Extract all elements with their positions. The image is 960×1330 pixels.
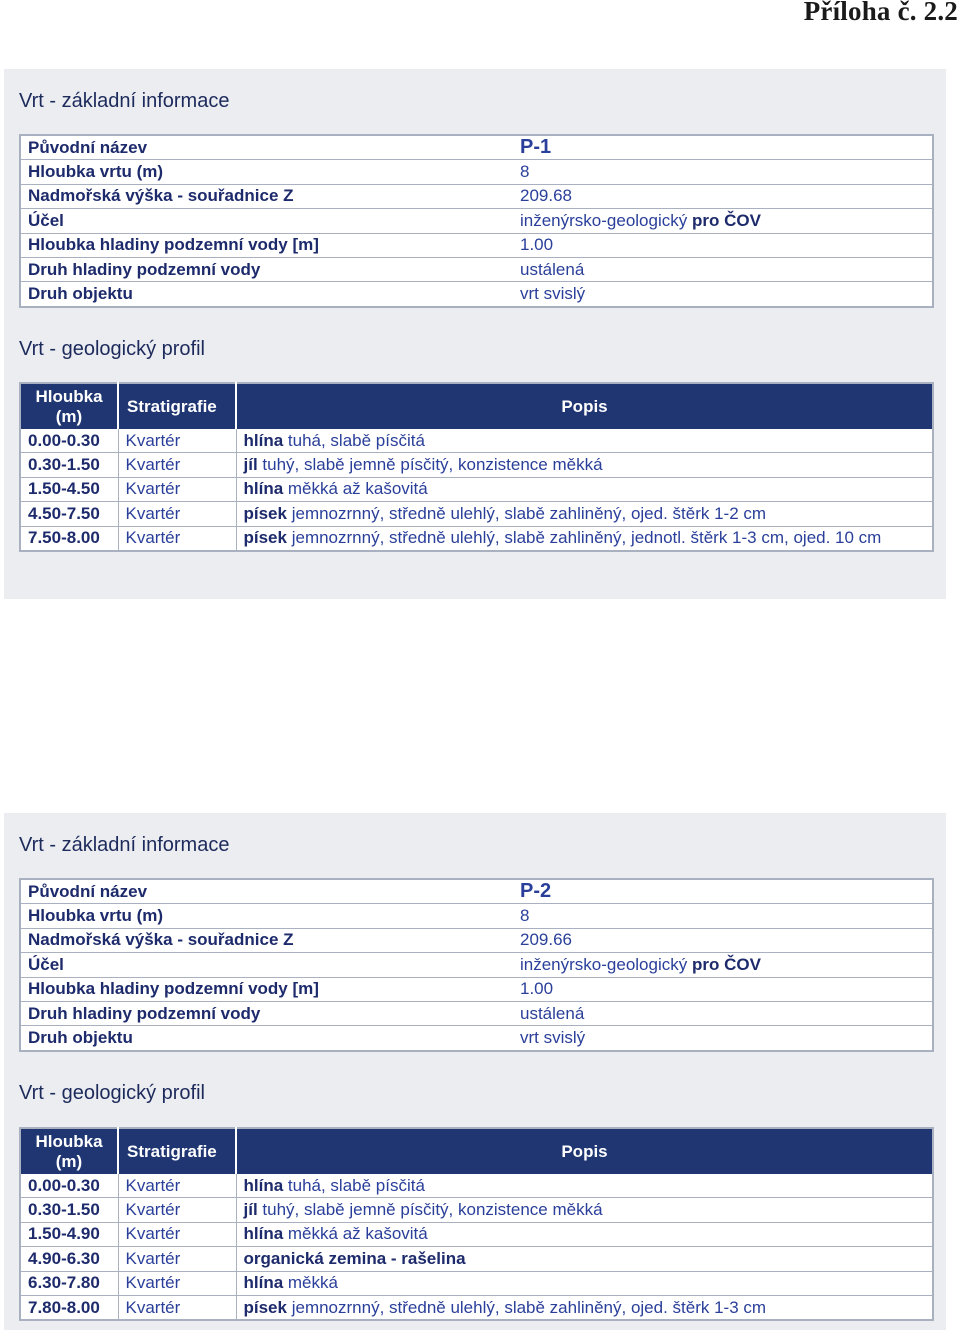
layer-details: tuhý, slabě jemně písčitý, konzistence měkká [257, 1200, 603, 1220]
layer-row [20, 429, 933, 453]
layer-depth: 0.00-0.30 [20, 1174, 118, 1198]
gw-level-value: 1.00 [513, 233, 933, 257]
info-row-purpose [20, 953, 933, 977]
depth-label: Hloubka vrtu (m) [20, 904, 513, 928]
basic-info-table [19, 878, 934, 1052]
layer-depth: 1.50-4.50 [20, 477, 118, 501]
info-row-gw-type [20, 1001, 933, 1025]
depth-value: 8 [513, 160, 933, 184]
layer-row [20, 526, 933, 551]
layer-stratigraphy: Kvartér [118, 502, 236, 526]
layer-soil-type: hlína [243, 1175, 284, 1195]
layer-description [236, 477, 933, 501]
purpose-value-bold: pro ČOV [691, 954, 761, 974]
layer-depth: 4.50-7.50 [20, 502, 118, 526]
info-row-gw-level [20, 233, 933, 257]
original-name-value: P-2 [513, 879, 933, 904]
geological-profile-table [19, 1127, 934, 1321]
layer-details: jemnozrnný, středně ulehlý, slabě zahliněný, jednotl. štěrk 1-3 cm, ojed. 10 cm [286, 528, 882, 548]
elevation-value: 209.66 [513, 928, 933, 952]
layer-stratigraphy: Kvartér [118, 1222, 236, 1246]
layer-row [20, 1295, 933, 1320]
layer-row [20, 1222, 933, 1246]
layer-description [236, 502, 933, 526]
gw-type-label: Druh hladiny podzemní vody [20, 1001, 513, 1025]
borehole-panel-p1 [4, 69, 946, 599]
elevation-value: 209.68 [513, 184, 933, 208]
layer-stratigraphy: Kvartér [118, 1198, 236, 1222]
info-row-original-name [20, 879, 933, 904]
layer-description [236, 1271, 933, 1295]
geological-profile-table [19, 382, 934, 552]
layer-soil-type: písek [243, 1297, 287, 1317]
layer-details: jemnozrnný, středně ulehlý, slabě zahliněný, ojed. štěrk 1-3 cm [286, 1297, 767, 1317]
layer-soil-type: organická zemina - rašelina [243, 1248, 466, 1268]
layer-soil-type: hlína [243, 1224, 284, 1244]
purpose-label: Účel [20, 953, 513, 977]
layer-description [236, 526, 933, 551]
info-row-gw-level [20, 977, 933, 1001]
info-row-depth [20, 160, 933, 184]
layer-stratigraphy: Kvartér [118, 1271, 236, 1295]
layer-description [236, 1247, 933, 1271]
depth-value: 8 [513, 904, 933, 928]
info-row-elevation [20, 184, 933, 208]
info-row-elevation [20, 928, 933, 952]
gw-level-label: Hloubka hladiny podzemní vody [m] [20, 233, 513, 257]
original-name-label: Původní název [20, 879, 513, 904]
layer-soil-type: hlína [243, 1273, 284, 1293]
layer-details: tuhá, slabě písčitá [283, 430, 425, 450]
stratigraphy-column-header: Stratigrafie [118, 383, 236, 429]
layer-soil-type: písek [243, 528, 287, 548]
basic-info-table [19, 134, 934, 308]
layer-row [20, 1247, 933, 1271]
layer-row [20, 502, 933, 526]
elevation-label: Nadmořská výška - souřadnice Z [20, 184, 513, 208]
depth-label: Hloubka vrtu (m) [20, 160, 513, 184]
layer-soil-type: písek [243, 503, 287, 523]
borehole-panel-p2 [4, 813, 946, 1330]
depth-header-line1: Hloubka [35, 386, 103, 406]
layer-description [236, 1222, 933, 1246]
gw-type-value: ustálená [513, 257, 933, 281]
object-type-value: vrt svislý [520, 284, 586, 304]
layer-depth: 0.30-1.50 [20, 453, 118, 477]
original-name-label: Původní název [20, 135, 513, 160]
info-row-object-type [20, 1026, 933, 1051]
purpose-value [513, 953, 933, 977]
layer-stratigraphy: Kvartér [118, 429, 236, 453]
layer-soil-type: hlína [243, 479, 284, 499]
info-row-object-type [20, 282, 933, 307]
layer-description [236, 453, 933, 477]
layer-details: jemnozrnný, středně ulehlý, slabě zahliněný, ojed. štěrk 1-2 cm [286, 503, 767, 523]
layer-row [20, 1271, 933, 1295]
gw-type-value: ustálená [513, 1001, 933, 1025]
info-row-depth [20, 904, 933, 928]
gw-level-value: 1.00 [513, 977, 933, 1001]
purpose-value [513, 209, 933, 233]
layer-depth: 7.80-8.00 [20, 1295, 118, 1320]
stratigraphy-column-header: Stratigrafie [118, 1128, 236, 1174]
layer-stratigraphy: Kvartér [118, 1295, 236, 1320]
layer-description [236, 429, 933, 453]
purpose-label: Účel [20, 209, 513, 233]
layer-soil-type: jíl [243, 1200, 258, 1220]
object-type-label: Druh objektu [28, 284, 133, 304]
layer-row [20, 477, 933, 501]
layer-row [20, 1174, 933, 1198]
layer-stratigraphy: Kvartér [118, 1174, 236, 1198]
layer-details: tuhá, slabě písčitá [283, 1175, 425, 1195]
layer-description [236, 1198, 933, 1222]
depth-column-header [20, 383, 118, 429]
info-row-original-name [20, 135, 933, 160]
layer-soil-type: jíl [243, 455, 258, 475]
purpose-value-main: inženýrsko-geologický [520, 954, 692, 974]
profile-section-title: Vrt - geologický profil [19, 338, 205, 360]
layer-details: měkká až kašovitá [283, 479, 428, 499]
layer-depth: 0.30-1.50 [20, 1198, 118, 1222]
depth-header-line1: Hloubka [35, 1131, 103, 1151]
gw-type-label: Druh hladiny podzemní vody [20, 257, 513, 281]
object-type-label: Druh objektu [28, 1028, 133, 1048]
layer-details: tuhý, slabě jemně písčitý, konzistence měkká [257, 455, 603, 475]
layer-depth: 7.50-8.00 [20, 526, 118, 551]
layer-row [20, 1198, 933, 1222]
info-row-purpose [20, 209, 933, 233]
gw-level-label: Hloubka hladiny podzemní vody [m] [20, 977, 513, 1001]
object-type-value: vrt svislý [520, 1028, 586, 1048]
layer-depth: 6.30-7.80 [20, 1271, 118, 1295]
layer-description [236, 1295, 933, 1320]
info-section-title: Vrt - základní informace [19, 90, 230, 112]
layer-soil-type: hlína [243, 430, 284, 450]
layer-stratigraphy: Kvartér [118, 477, 236, 501]
info-section-title: Vrt - základní informace [19, 834, 230, 856]
description-column-header: Popis [236, 383, 933, 429]
depth-header-line2: (m) [55, 406, 83, 426]
purpose-value-bold: pro ČOV [691, 210, 761, 230]
layer-depth: 4.90-6.30 [20, 1247, 118, 1271]
profile-header-row [20, 1128, 933, 1174]
profile-header-row [20, 383, 933, 429]
layer-stratigraphy: Kvartér [118, 453, 236, 477]
purpose-value-main: inženýrsko-geologický [520, 210, 692, 230]
layer-depth: 1.50-4.90 [20, 1222, 118, 1246]
layer-details: měkká až kašovitá [283, 1224, 428, 1244]
description-column-header: Popis [236, 1128, 933, 1174]
elevation-label: Nadmořská výška - souřadnice Z [20, 928, 513, 952]
info-row-gw-type [20, 257, 933, 281]
layer-stratigraphy: Kvartér [118, 1247, 236, 1271]
layer-row [20, 453, 933, 477]
original-name-value: P-1 [513, 135, 933, 160]
page-label: Příloha č. 2.2 [803, 0, 958, 26]
layer-depth: 0.00-0.30 [20, 429, 118, 453]
profile-section-title: Vrt - geologický profil [19, 1082, 205, 1104]
depth-column-header [20, 1128, 118, 1174]
layer-description [236, 1174, 933, 1198]
layer-details: měkká [283, 1273, 338, 1293]
layer-stratigraphy: Kvartér [118, 526, 236, 551]
depth-header-line2: (m) [55, 1151, 83, 1171]
